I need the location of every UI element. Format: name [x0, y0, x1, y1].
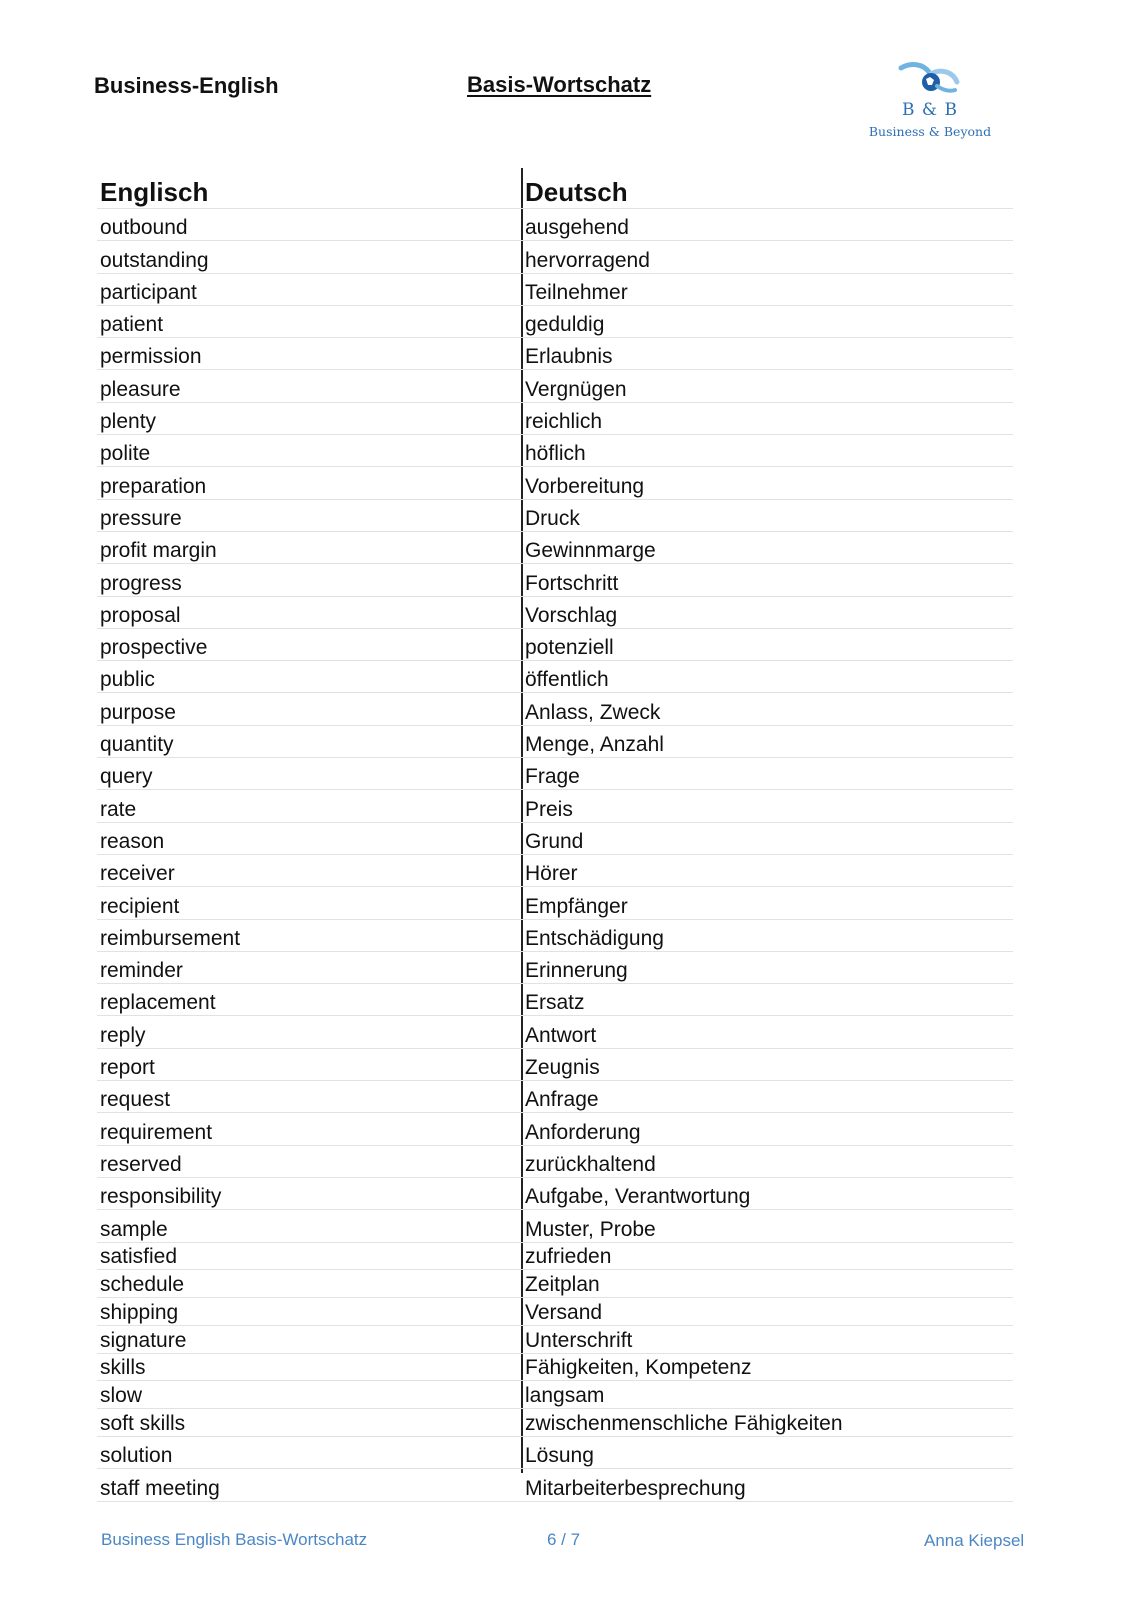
english-term: plenty	[100, 410, 157, 434]
english-term: responsibility	[100, 1185, 222, 1209]
table-row	[97, 726, 1013, 758]
english-term: replacement	[100, 991, 216, 1015]
english-term: schedule	[100, 1273, 185, 1297]
table-row	[97, 274, 1013, 306]
english-term: skills	[100, 1356, 146, 1380]
english-term: polite	[100, 442, 151, 466]
table-row	[97, 209, 1013, 241]
table-row	[97, 1210, 1013, 1242]
table-row	[97, 1381, 1013, 1409]
english-term: reimbursement	[100, 926, 241, 950]
table-row	[97, 984, 1013, 1016]
table-row	[97, 403, 1013, 435]
table-row	[97, 597, 1013, 629]
globe-hands-icon	[897, 60, 963, 100]
english-term: receiver	[100, 862, 175, 886]
german-term: Aufgabe, Verantwortung	[525, 1185, 751, 1209]
german-term: Gewinnmarge	[525, 539, 656, 563]
english-term: purpose	[100, 700, 176, 724]
table-row	[97, 887, 1013, 919]
english-term: reminder	[100, 959, 183, 983]
english-term: rate	[100, 797, 137, 821]
german-term: Preis	[525, 797, 573, 821]
german-term: Unterschrift	[525, 1328, 633, 1352]
table-row	[97, 629, 1013, 661]
table-row	[97, 500, 1013, 532]
german-term: Zeugnis	[525, 1056, 600, 1080]
german-term: potenziell	[525, 636, 614, 660]
table-row	[97, 1049, 1013, 1081]
table-row	[97, 758, 1013, 790]
english-term: profit margin	[100, 539, 217, 563]
table-row	[97, 790, 1013, 822]
vocabulary-table	[97, 172, 1013, 1502]
german-term: Erinnerung	[525, 959, 628, 983]
english-term: satisfied	[100, 1245, 178, 1269]
german-term: Muster, Probe	[525, 1217, 656, 1241]
german-term: reichlich	[525, 410, 603, 434]
footer-document-name: Business English Basis-Wortschatz	[101, 1530, 368, 1549]
german-term: Frage	[525, 765, 580, 789]
english-term: request	[100, 1088, 171, 1112]
table-row	[97, 1354, 1013, 1382]
table-row	[97, 435, 1013, 467]
english-term: pressure	[100, 506, 182, 530]
german-term: Menge, Anzahl	[525, 733, 664, 757]
table-row	[97, 1243, 1013, 1271]
german-term: Mitarbeiterbesprechung	[525, 1476, 746, 1500]
german-term: Vorbereitung	[525, 474, 645, 498]
table-row	[97, 1081, 1013, 1113]
table-row	[97, 823, 1013, 855]
german-term: ausgehend	[525, 216, 629, 240]
english-term: reason	[100, 829, 165, 853]
english-term: shipping	[100, 1300, 179, 1324]
german-term: Fähigkeiten, Kompetenz	[525, 1356, 752, 1380]
table-row	[97, 1298, 1013, 1326]
page-number: 6 / 7	[547, 1530, 581, 1549]
german-term: Ersatz	[525, 991, 585, 1015]
table-row	[97, 1270, 1013, 1298]
english-term: requirement	[100, 1120, 213, 1144]
english-term: proposal	[100, 603, 181, 627]
english-term: solution	[100, 1444, 173, 1468]
table-row	[97, 1146, 1013, 1178]
english-term: query	[100, 765, 153, 789]
english-term: progress	[100, 571, 182, 595]
german-term: Empfänger	[525, 894, 628, 918]
english-term: reply	[100, 1023, 146, 1047]
german-term: Anfrage	[525, 1088, 599, 1112]
english-term: preparation	[100, 474, 207, 498]
english-term: recipient	[100, 894, 180, 918]
english-term: public	[100, 668, 155, 692]
german-term: zurückhaltend	[525, 1152, 656, 1176]
german-term: Zeitplan	[525, 1273, 600, 1297]
english-term: sample	[100, 1217, 168, 1241]
german-term: zufrieden	[525, 1245, 612, 1269]
table-row	[97, 661, 1013, 693]
english-term: pleasure	[100, 377, 181, 401]
table-row	[97, 241, 1013, 273]
german-term: Grund	[525, 829, 584, 853]
table-row	[97, 338, 1013, 370]
english-term: outbound	[100, 216, 188, 240]
table-row	[97, 1437, 1013, 1469]
section-title: Basis-Wortschatz	[467, 72, 652, 97]
english-term: report	[100, 1056, 155, 1080]
header-german: Deutsch	[525, 177, 628, 207]
table-row	[97, 1178, 1013, 1210]
german-term: höflich	[525, 442, 586, 466]
german-term: Lösung	[525, 1444, 594, 1468]
table-row	[97, 1469, 1013, 1501]
header-english: Englisch	[100, 177, 209, 207]
table-row	[97, 370, 1013, 402]
document-title: Business-English	[94, 73, 279, 98]
table-row	[97, 1326, 1013, 1354]
table-row	[97, 532, 1013, 564]
table-row	[97, 1016, 1013, 1048]
english-term: soft skills	[100, 1412, 186, 1436]
table-header-row	[97, 172, 1013, 209]
footer-author: Anna Kiepsel	[924, 1531, 1025, 1550]
table-row	[97, 467, 1013, 499]
german-term: Anforderung	[525, 1120, 641, 1144]
german-term: geduldig	[525, 313, 605, 337]
english-term: patient	[100, 313, 164, 337]
german-term: Versand	[525, 1300, 603, 1324]
german-term: Druck	[525, 506, 580, 530]
english-term: participant	[100, 280, 197, 304]
german-term: Erlaubnis	[525, 345, 613, 369]
table-row	[97, 564, 1013, 596]
table-row	[97, 693, 1013, 725]
german-term: langsam	[525, 1384, 605, 1408]
table-row	[97, 920, 1013, 952]
german-term: Entschädigung	[525, 926, 664, 950]
english-term: slow	[100, 1384, 143, 1408]
table-row	[97, 306, 1013, 338]
german-term: Anlass, Zweck	[525, 700, 661, 724]
logo-sub-text: Business & Beyond	[868, 124, 992, 139]
german-term: Teilnehmer	[525, 280, 628, 304]
english-term: reserved	[100, 1152, 182, 1176]
table-row	[97, 1113, 1013, 1145]
logo-main-text: B & B	[902, 100, 958, 120]
german-term: öffentlich	[525, 668, 609, 692]
german-term: Vergnügen	[525, 377, 627, 401]
table-row	[97, 1409, 1013, 1437]
german-term: hervorragend	[525, 248, 650, 272]
table-body	[97, 209, 1013, 1502]
german-term: Hörer	[525, 862, 578, 886]
german-term: zwischenmenschliche Fähigkeiten	[525, 1412, 843, 1436]
company-logo	[860, 60, 1000, 139]
german-term: Antwort	[525, 1023, 597, 1047]
english-term: signature	[100, 1328, 187, 1352]
english-term: prospective	[100, 636, 208, 660]
english-term: outstanding	[100, 248, 209, 272]
english-term: permission	[100, 345, 202, 369]
german-term: Fortschritt	[525, 571, 619, 595]
english-term: staff meeting	[100, 1476, 220, 1500]
german-term: Vorschlag	[525, 603, 618, 627]
table-row	[97, 855, 1013, 887]
english-term: quantity	[100, 733, 174, 757]
table-row	[97, 952, 1013, 984]
